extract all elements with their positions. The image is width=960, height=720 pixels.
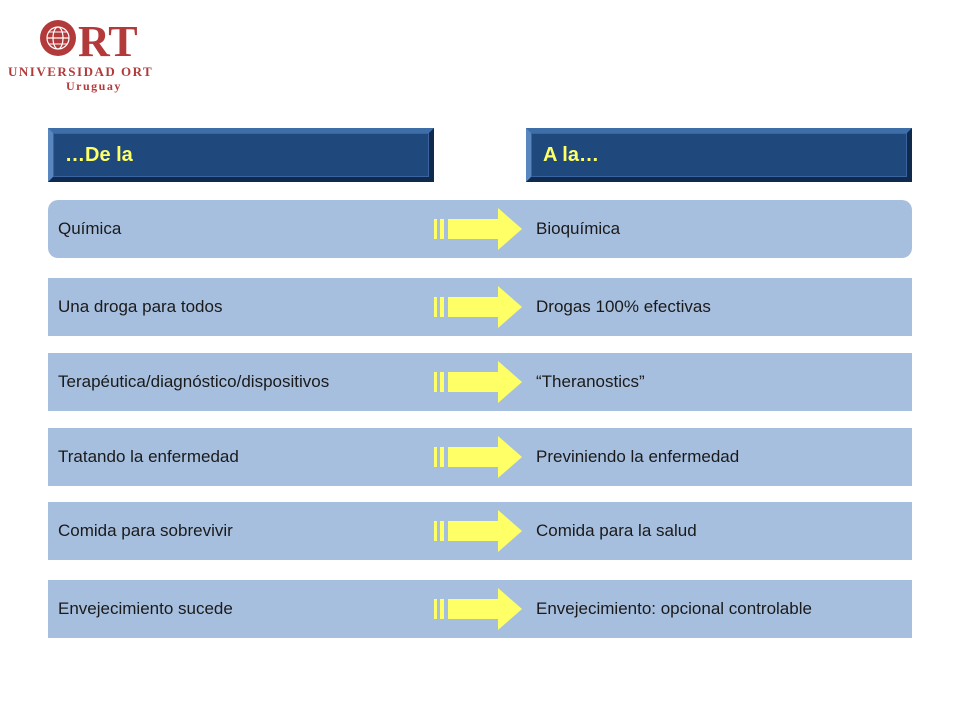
row-to: Previniendo la enfermedad (536, 447, 740, 466)
row-to: “Theranostics” (536, 372, 645, 391)
logo-line2: Uruguay (66, 79, 122, 93)
row-to: Bioquímica (536, 219, 621, 238)
ort-logo (6, 10, 182, 94)
right-arrow-icon (434, 204, 524, 254)
row-to: Comida para la salud (536, 521, 697, 540)
row-to: Envejecimiento: opcional controlable (536, 599, 812, 618)
transition-row (48, 502, 912, 560)
right-arrow-icon (434, 432, 524, 482)
right-arrow-icon (434, 357, 524, 407)
logo-mark: RT (78, 17, 138, 66)
header-to (526, 128, 912, 182)
row-from: Comida para sobrevivir (58, 521, 233, 540)
row-from: Una droga para todos (58, 297, 223, 316)
row-from: Química (58, 219, 122, 238)
logo-line1: UNIVERSIDAD ORT (8, 64, 154, 79)
row-from: Envejecimiento sucede (58, 599, 233, 618)
transition-row (48, 200, 912, 258)
transition-row (48, 428, 912, 486)
transition-row (48, 278, 912, 336)
header-from-label: …De la (65, 144, 133, 166)
transition-row (48, 580, 912, 638)
header-to-label: A la… (543, 144, 599, 166)
row-from: Terapéutica/diagnóstico/dispositivos (58, 372, 330, 391)
right-arrow-icon (434, 584, 524, 634)
right-arrow-icon (434, 506, 524, 556)
right-arrow-icon (434, 282, 524, 332)
row-to: Drogas 100% efectivas (536, 297, 711, 316)
row-from: Tratando la enfermedad (58, 447, 239, 466)
transition-row (48, 353, 912, 411)
header-from (48, 128, 434, 182)
